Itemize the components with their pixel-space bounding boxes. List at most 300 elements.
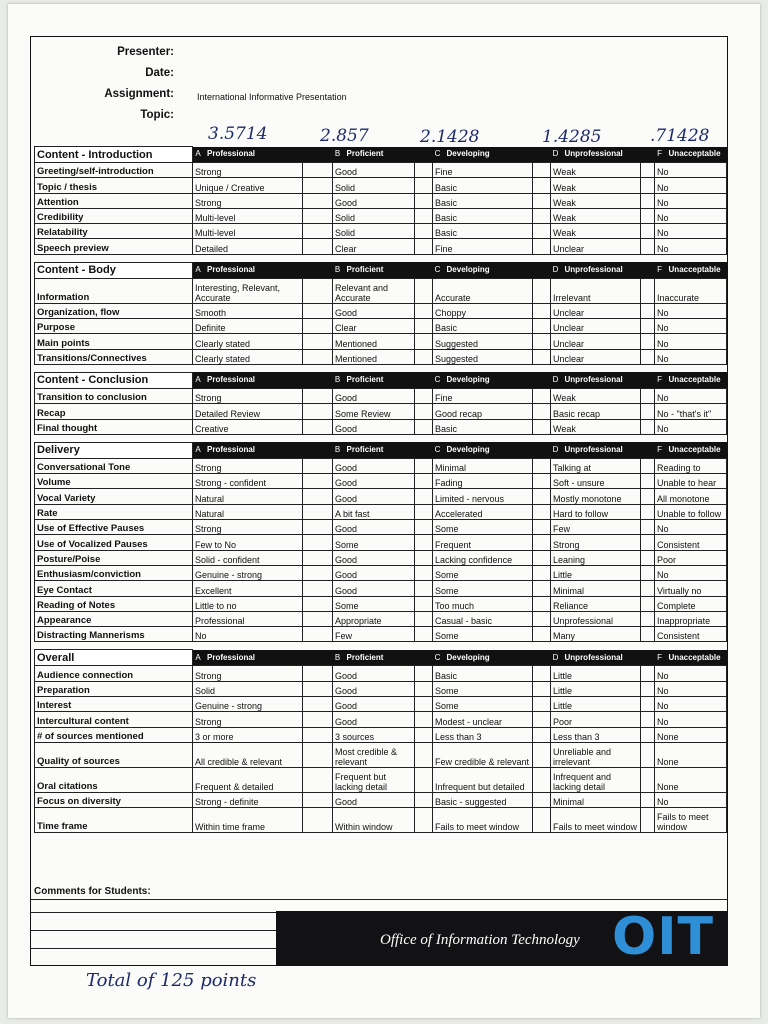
score-box[interactable] [533,792,551,807]
column-name: Developing [446,149,490,159]
score-box[interactable] [303,550,333,565]
score-box[interactable] [415,712,433,727]
rating-cell: Little [551,681,641,696]
rating-cell: Excellent [193,581,303,596]
rating-cell: Few to No [193,535,303,550]
rating-cell: Definite [193,319,303,334]
section-title: Overall [35,650,193,666]
score-box[interactable] [415,742,433,767]
rating-cell: No [655,319,727,334]
rating-cell: Good recap [433,404,533,419]
score-box[interactable] [641,712,655,727]
score-box[interactable] [641,681,655,696]
score-box[interactable] [303,666,333,681]
rubric-row [35,565,727,580]
rating-cell: Solid [333,208,415,223]
score-box[interactable] [533,319,551,334]
score-box[interactable] [533,239,551,254]
rating-cell: Good [333,666,415,681]
score-box[interactable] [303,742,333,767]
score-box[interactable] [533,504,551,519]
rubric-row [35,278,727,303]
rating-cell: Good [333,792,415,807]
score-box[interactable] [415,504,433,519]
criterion-label: Credibility [35,208,193,223]
score-box[interactable] [303,627,333,642]
score-box[interactable] [533,303,551,318]
score-box[interactable] [415,767,433,792]
rating-cell: Unreliable and irrelevant [551,742,641,767]
score-box[interactable] [303,303,333,318]
column-header [655,147,727,163]
rating-cell: Strong [193,163,303,178]
score-box[interactable] [641,303,655,318]
column-header [433,442,551,458]
rating-cell: Leaning [551,550,641,565]
score-box[interactable] [415,565,433,580]
score-box[interactable] [303,458,333,473]
score-box[interactable] [533,520,551,535]
score-box[interactable] [641,349,655,364]
criterion-label: Transitions/Connectives [35,349,193,364]
rubric-row [35,596,727,611]
score-box[interactable] [415,163,433,178]
rating-cell: Suggested [433,334,533,349]
score-box[interactable] [303,697,333,712]
score-box[interactable] [641,388,655,403]
column-name: Unprofessional [564,265,623,275]
column-header [193,650,333,666]
score-box[interactable] [415,550,433,565]
criterion-label: Conversational Tone [35,458,193,473]
rating-cell: Fails to meet window [655,808,727,833]
criterion-label: Enthusiasm/conviction [35,565,193,580]
rating-cell: Consistent [655,627,727,642]
column-letter: C [434,652,441,662]
rating-cell: Good [333,489,415,504]
column-letter: C [434,149,441,159]
rubric-row [35,727,727,742]
rating-cell: No [655,239,727,254]
score-box[interactable] [533,596,551,611]
column-letter: A [195,149,201,159]
score-box[interactable] [641,697,655,712]
criterion-label: Audience connection [35,666,193,681]
score-box[interactable] [303,319,333,334]
score-box[interactable] [641,474,655,489]
rubric-row [35,489,727,504]
rating-cell: Some Review [333,404,415,419]
score-box[interactable] [641,550,655,565]
rating-cell: Less than 3 [551,727,641,742]
column-header [551,262,655,278]
rating-cell: Frequent [433,535,533,550]
rating-cell: Solid [333,224,415,239]
column-letter: A [195,445,201,455]
rating-cell: Choppy [433,303,533,318]
score-box[interactable] [303,489,333,504]
score-box[interactable] [533,193,551,208]
assignment-value: International Informative Presentation [197,92,347,102]
criterion-label: Eye Contact [35,581,193,596]
rating-cell: Mentioned [333,349,415,364]
rating-cell: Infrequent and lacking detail [551,767,641,792]
column-header [433,650,551,666]
column-header [433,262,551,278]
score-box[interactable] [533,727,551,742]
criterion-label: Recap [35,404,193,419]
score-box[interactable] [415,697,433,712]
score-box[interactable] [641,319,655,334]
score-box[interactable] [641,565,655,580]
score-box[interactable] [303,792,333,807]
score-box[interactable] [533,627,551,642]
score-box[interactable] [641,419,655,434]
column-name: Developing [446,445,490,455]
comments-line [30,912,276,913]
criterion-label: Greeting/self-introduction [35,163,193,178]
score-box[interactable] [641,334,655,349]
rating-cell: Reliance [551,596,641,611]
rating-cell: Talking at [551,458,641,473]
section-title: Delivery [35,442,193,458]
rating-cell: Minimal [551,792,641,807]
column-name: Unprofessional [564,149,623,159]
column-letter: D [552,265,559,275]
column-letter: B [334,445,341,455]
rating-cell: Good [333,550,415,565]
score-box[interactable] [533,224,551,239]
rating-cell: Good [333,712,415,727]
rating-cell: Some [433,520,533,535]
rubric-row [35,319,727,334]
score-box[interactable] [533,404,551,419]
score-box[interactable] [303,239,333,254]
score-box[interactable] [533,458,551,473]
score-box[interactable] [415,581,433,596]
score-box[interactable] [641,193,655,208]
rating-cell: Inaccurate [655,278,727,303]
score-box[interactable] [533,681,551,696]
rating-cell: Good [333,458,415,473]
score-box[interactable] [533,349,551,364]
score-box[interactable] [415,239,433,254]
score-box[interactable] [303,278,333,303]
score-box[interactable] [415,520,433,535]
rubric-row [35,627,727,642]
score-box[interactable] [533,278,551,303]
score-box[interactable] [303,565,333,580]
column-header [551,372,655,388]
rubric-row [35,239,727,254]
rating-cell: Appropriate [333,611,415,626]
rating-cell: Little to no [193,596,303,611]
rating-cell: Few [551,520,641,535]
rating-cell: Unique / Creative [193,178,303,193]
score-box[interactable] [641,627,655,642]
score-box[interactable] [415,419,433,434]
rating-cell: Limited - nervous [433,489,533,504]
rating-cell: No [655,193,727,208]
score-box[interactable] [303,767,333,792]
rating-cell: Fading [433,474,533,489]
score-box[interactable] [415,334,433,349]
score-box[interactable] [303,163,333,178]
score-box[interactable] [641,596,655,611]
rating-cell: No [655,565,727,580]
column-name: Professional [207,149,256,159]
score-box[interactable] [641,520,655,535]
score-box[interactable] [641,611,655,626]
rating-cell: Basic [433,224,533,239]
rating-cell: Strong - confident [193,474,303,489]
score-box[interactable] [415,319,433,334]
score-box[interactable] [415,458,433,473]
score-box[interactable] [533,767,551,792]
rating-cell: Unclear [551,239,641,254]
rating-cell: Minimal [433,458,533,473]
score-box[interactable] [303,504,333,519]
rating-cell: Weak [551,208,641,223]
score-box[interactable] [303,224,333,239]
score-box[interactable] [641,535,655,550]
rating-cell: Good [333,163,415,178]
score-box[interactable] [533,697,551,712]
score-box[interactable] [303,581,333,596]
score-box[interactable] [641,178,655,193]
rating-cell: No [655,163,727,178]
score-box[interactable] [415,404,433,419]
column-name: Unacceptable [668,375,721,385]
score-box[interactable] [415,178,433,193]
score-box[interactable] [533,742,551,767]
rating-cell: Inappropriate [655,611,727,626]
criterion-label: Use of Vocalized Pauses [35,535,193,550]
score-box[interactable] [415,792,433,807]
rating-cell: Hard to follow [551,504,641,519]
rating-cell: Clearly stated [193,349,303,364]
score-box[interactable] [303,388,333,403]
section-header [35,650,727,666]
rubric-row [35,792,727,807]
score-box[interactable] [641,742,655,767]
column-letter: D [552,445,559,455]
rating-cell: Good [333,581,415,596]
rating-cell: Unable to hear [655,474,727,489]
score-box[interactable] [415,224,433,239]
column-letter: A [195,265,201,275]
score-box[interactable] [415,193,433,208]
score-box[interactable] [533,178,551,193]
rating-cell: Relevant and Accurate [333,278,415,303]
rating-cell: Unable to follow [655,504,727,519]
score-box[interactable] [641,208,655,223]
rubric-row [35,504,727,519]
rubric-row [35,581,727,596]
rating-cell: Unclear [551,349,641,364]
rating-cell: No [655,178,727,193]
score-box[interactable] [415,808,433,833]
rating-cell: Frequent & detailed [193,767,303,792]
section-spacer [35,642,727,650]
rubric-row [35,349,727,364]
criterion-label: Transition to conclusion [35,388,193,403]
score-box[interactable] [641,808,655,833]
rating-cell: Natural [193,504,303,519]
score-box[interactable] [303,520,333,535]
score-box[interactable] [303,419,333,434]
score-box[interactable] [415,303,433,318]
score-box[interactable] [415,681,433,696]
score-box[interactable] [303,208,333,223]
score-box[interactable] [415,666,433,681]
column-header [333,262,433,278]
rating-cell: Good [333,474,415,489]
score-box[interactable] [533,550,551,565]
score-box[interactable] [303,349,333,364]
score-box[interactable] [533,474,551,489]
score-box[interactable] [533,419,551,434]
rating-cell: Fails to meet window [433,808,533,833]
score-box[interactable] [303,178,333,193]
score-box[interactable] [641,239,655,254]
rating-cell: Unclear [551,303,641,318]
score-box[interactable] [415,727,433,742]
score-box[interactable] [303,712,333,727]
oit-logo: OIT [612,907,715,967]
score-box[interactable] [533,535,551,550]
column-header [551,147,655,163]
rating-cell: Strong [551,535,641,550]
rating-cell: A bit fast [333,504,415,519]
column-name: Developing [446,652,490,662]
score-box[interactable] [641,792,655,807]
handwritten-score-d: 1.4285 [542,127,602,147]
score-box[interactable] [415,349,433,364]
score-box[interactable] [415,535,433,550]
rating-cell: Multi-level [193,224,303,239]
column-name: Developing [446,265,490,275]
score-box[interactable] [303,596,333,611]
rating-cell: Strong [193,388,303,403]
score-box[interactable] [533,666,551,681]
column-name: Proficient [346,652,384,662]
score-box[interactable] [533,565,551,580]
score-box[interactable] [303,611,333,626]
rubric-row [35,303,727,318]
rating-cell: Multi-level [193,208,303,223]
score-box[interactable] [415,489,433,504]
score-box[interactable] [641,458,655,473]
score-box[interactable] [415,208,433,223]
score-box[interactable] [415,611,433,626]
score-box[interactable] [303,334,333,349]
rating-cell: Consistent [655,535,727,550]
rating-cell: Good [333,565,415,580]
footer-office-name: Office of Information Technology [380,932,580,948]
column-header [655,442,727,458]
score-box[interactable] [641,581,655,596]
rating-cell: Clear [333,239,415,254]
score-box[interactable] [533,611,551,626]
criterion-label: Rate [35,504,193,519]
criterion-label: Purpose [35,319,193,334]
rating-cell: Smooth [193,303,303,318]
score-box[interactable] [415,596,433,611]
score-box[interactable] [415,474,433,489]
score-box[interactable] [303,404,333,419]
rubric-row [35,767,727,792]
column-name: Unacceptable [668,445,721,455]
score-box[interactable] [303,727,333,742]
score-box[interactable] [641,489,655,504]
score-box[interactable] [303,535,333,550]
score-box[interactable] [533,388,551,403]
section-spacer [35,364,727,372]
score-box[interactable] [641,504,655,519]
comments-line [30,930,276,931]
score-box[interactable] [641,666,655,681]
score-box[interactable] [641,224,655,239]
rubric-row [35,178,727,193]
section-header [35,372,727,388]
score-box[interactable] [641,278,655,303]
score-box[interactable] [641,727,655,742]
score-box[interactable] [533,334,551,349]
rubric-row [35,404,727,419]
score-box[interactable] [533,489,551,504]
handwritten-score-b: 2.857 [320,126,369,146]
rating-cell: Basic [433,193,533,208]
column-letter: F [657,375,662,385]
score-box[interactable] [303,681,333,696]
section-title: Content - Conclusion [35,372,193,388]
score-box[interactable] [533,163,551,178]
rubric-row [35,208,727,223]
score-box[interactable] [415,627,433,642]
criterion-label: Time frame [35,808,193,833]
score-box[interactable] [533,581,551,596]
comments-label: Comments for Students: [34,886,151,897]
score-box[interactable] [533,712,551,727]
section-header [35,147,727,163]
criterion-label: Interest [35,697,193,712]
score-box[interactable] [533,808,551,833]
score-box[interactable] [303,474,333,489]
score-box[interactable] [641,404,655,419]
rating-cell: Good [333,193,415,208]
criterion-label: Distracting Mannerisms [35,627,193,642]
rating-cell: Little [551,697,641,712]
column-name: Proficient [346,445,384,455]
score-box[interactable] [533,208,551,223]
score-box[interactable] [415,388,433,403]
rating-cell: Good [333,681,415,696]
rating-cell: None [655,767,727,792]
score-box[interactable] [415,278,433,303]
score-box[interactable] [641,767,655,792]
score-box[interactable] [303,193,333,208]
section-title: Content - Body [35,262,193,278]
rating-cell: Little [551,666,641,681]
score-box[interactable] [303,808,333,833]
rating-cell: Strong - definite [193,792,303,807]
rating-cell: Weak [551,193,641,208]
column-letter: A [195,652,201,662]
rating-cell: Strong [193,520,303,535]
score-box[interactable] [641,163,655,178]
criterion-label: Speech preview [35,239,193,254]
